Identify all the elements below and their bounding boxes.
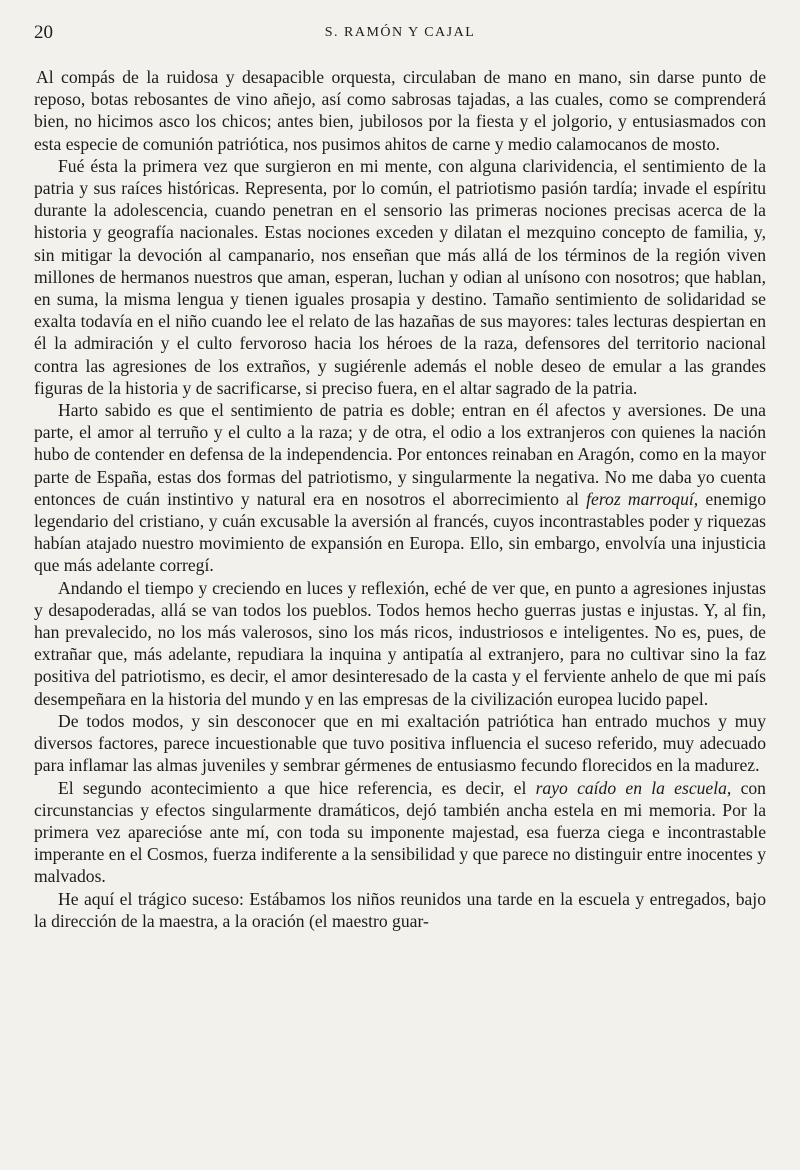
- paragraph-6-italic: rayo caído en la escuela,: [535, 777, 732, 798]
- paragraph-6: [34, 777, 766, 888]
- paragraph-3: [34, 399, 766, 577]
- paragraph-6-text-before: El segundo acontecimiento a que hice referencia, es decir, el: [58, 777, 536, 798]
- page-header: [34, 22, 766, 46]
- paragraph-3-text-before: Harto sabido es que el sentimiento de patria es doble; entran en él afectos y aversiones. De una parte, el amor al terruño y el culto a la raza; y de otra, el odio a los extranjeros con quienes la nación hubo de contender en defensa de la independencia. Por entonces reinaban en Aragón, como en la mayor parte de España, estas dos formas del patriotismo, y singularmente la negativa. No me daba yo cuenta entonces de cuán instintivo y natural era en nosotros el aborrecimiento al: [34, 400, 766, 509]
- paragraph-7: He aquí el trágico suceso: Estábamos los niños reunidos una tarde en la escuela y entregados, bajo la dirección de la maestra, a la oración (el maestro guar-: [34, 888, 766, 931]
- paragraph-2: Fué ésta la primera vez que surgieron en mi mente, con alguna clarividencia, el sentimiento de la patria y sus raíces históricas. Representa, por lo común, el patriotismo pasión tardía; invade el espíritu durante la adolescencia, cuando penetran en el sensorio las primeras nociones precisas acerca de la historia y geografía nacionales. Estas nociones exceden y dilatan el mezquino concepto de familia, y, sin mitigar la devoción al campanario, nos enseñan que más allá de los términos de la región viven millones de hermanos nuestros que aman, esperan, luchan y odian al unísono con nosotros; que hablan, en suma, la misma lengua y tienen iguales prosapia y destino. Tamaño sentimiento de solidaridad se exalta todavía en el niño cuando lee el relato de las hazañas de sus mayores: tales lecturas despiertan en él la admiración y el culto fervoroso hacia los héroes de la raza, defensores del territorio nacional contra las agresiones de los extraños, y sugiérenle además el noble deseo de emular a las grandes figuras de la historia y de sacrificarse, si preciso fuera, en el altar sagrado de la patria.: [34, 155, 766, 398]
- paragraph-6-text-after: con circunstancias y efectos singularmente dramáticos, dejó también ancha estela en mi memoria. Por la primera vez aparecióse ante mí, con toda su imponente majestad, esa fuerza ciega e incontrastable imperante en el Cosmos, fuerza indiferente a la sensibilidad y que parece no distinguir entre inocentes y malvados.: [34, 777, 766, 887]
- paragraph-3-italic: feroz marroquí,: [586, 488, 699, 509]
- paragraph-5: De todos modos, y sin desconocer que en mi exaltación patriótica han entrado muchos y muy diversos factores, parece incuestionable que tuvo positiva influencia el suceso referido, muy adecuado para inflamar las almas juveniles y sembrar gérmenes de entusiasmo fecundo florecidos en la madurez.: [34, 710, 766, 776]
- paragraph-4: Andando el tiempo y creciendo en luces y reflexión, eché de ver que, en punto a agresiones injustas y desapoderadas, allá se van todos los pueblos. Todos hemos hecho guerras justas e injustas. Y, al fin, han prevalecido, no los más valerosos, sino los más ricos, industriosos e inteligentes. No es, pues, de extrañar que, más adelante, repudiara la inquina y antipatía al extranjero, para no cultivar sino la faz positiva del patriotismo, es decir, el amor desinteresado de la casta y el ferviente anhelo de que mi país desempeñara en la historia del mundo y en las empresas de la civilización europea lucido papel.: [34, 577, 766, 709]
- page-number: 20: [34, 22, 53, 43]
- body-text: [34, 66, 766, 932]
- paragraph-1: Al compás de la ruidosa y desapacible orquesta, circulaban de mano en mano, sin darse punto de reposo, botas rebosantes de vino añejo, así como sabrosas tajadas, a las cuales, como se comprenderá bien, no hicimos asco los chicos; antes bien, jubilosos por la fiesta y el jolgorio, y entusiasmados con esta especie de comunión patriótica, nos pusimos ahitos de carne y medio calamocanos de mosto.: [34, 67, 766, 154]
- paragraph-3-text-after: enemigo legendario del cristiano, y cuán excusable la aversión al francés, cuyos incontrastables poder y riquezas habían atajado nuestro movimiento de expansión en Europa. Ello, sin embargo, envolvía una injusticia que más adelante corregí.: [34, 488, 766, 576]
- running-head: S. RAMÓN Y CAJAL: [324, 25, 476, 40]
